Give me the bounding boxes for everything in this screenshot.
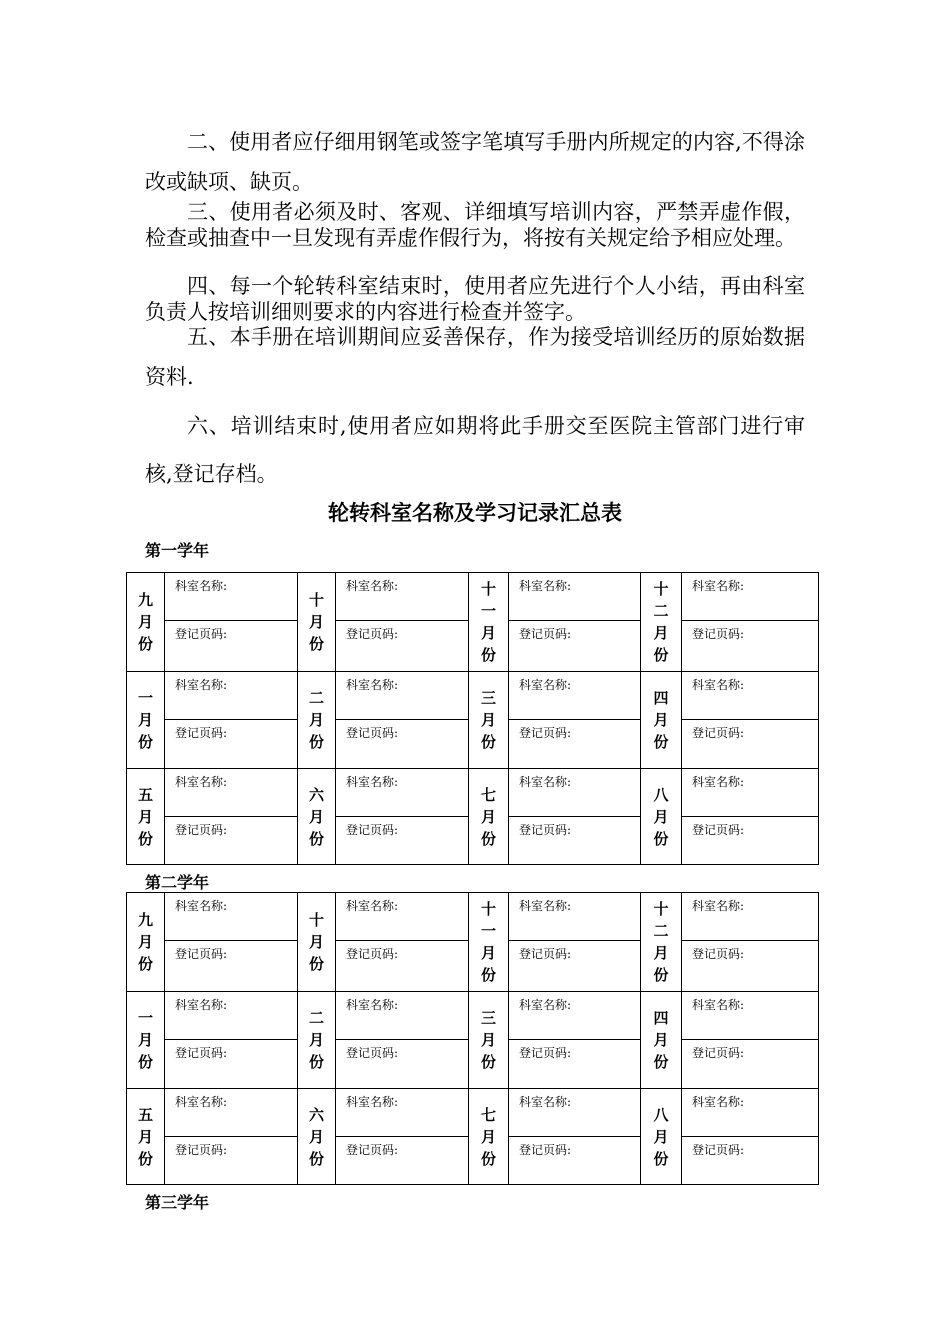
dept-name-field[interactable]: 科室名称:	[682, 992, 819, 1040]
dept-name-field[interactable]: 科室名称:	[165, 1089, 298, 1137]
page-number-field[interactable]: 登记页码:	[165, 720, 298, 769]
dept-name-field[interactable]: 科室名称:	[165, 893, 298, 941]
page-number-field[interactable]: 登记页码:	[509, 1137, 641, 1185]
dept-name-field[interactable]: 科室名称:	[509, 992, 641, 1040]
dept-name-field[interactable]: 科室名称:	[682, 769, 819, 817]
dept-name-field[interactable]: 科室名称:	[509, 769, 641, 817]
month-label: 六 月 份	[298, 1089, 336, 1185]
dept-name-field[interactable]: 科室名称:	[682, 672, 819, 720]
dept-name-field[interactable]: 科室名称:	[509, 573, 641, 621]
dept-name-field[interactable]: 科室名称:	[336, 893, 469, 941]
month-label: 三 月 份	[469, 672, 509, 769]
page-number-field[interactable]: 登记页码:	[682, 720, 819, 769]
dept-name-field[interactable]: 科室名称:	[165, 672, 298, 720]
dept-name-field[interactable]: 科室名称:	[682, 893, 819, 941]
page-number-field[interactable]: 登记页码:	[682, 1040, 819, 1089]
page-number-field[interactable]: 登记页码:	[165, 1137, 298, 1185]
page-number-field[interactable]: 登记页码:	[336, 817, 469, 865]
year-label-1: 第一学年	[145, 541, 210, 560]
month-label: 一 月 份	[127, 992, 165, 1089]
month-label: 八 月 份	[641, 1089, 682, 1185]
month-label: 十 月 份	[298, 893, 336, 992]
page-number-field[interactable]: 登记页码:	[509, 1040, 641, 1089]
page-number-field[interactable]: 登记页码:	[682, 1137, 819, 1185]
month-label: 五 月 份	[127, 1089, 165, 1185]
month-label: 十 一 月 份	[469, 893, 509, 992]
page-number-field[interactable]: 登记页码:	[336, 621, 469, 672]
dept-name-field[interactable]: 科室名称:	[336, 1089, 469, 1137]
year-label-2: 第二学年	[145, 873, 210, 892]
page-number-field[interactable]: 登记页码:	[336, 941, 469, 992]
dept-name-field[interactable]: 科室名称:	[165, 992, 298, 1040]
month-label: 六 月 份	[298, 769, 336, 865]
dept-name-field[interactable]: 科室名称:	[165, 573, 298, 621]
page-number-field[interactable]: 登记页码:	[509, 941, 641, 992]
year-label-3: 第三学年	[145, 1193, 210, 1212]
dept-name-field[interactable]: 科室名称:	[509, 1089, 641, 1137]
month-label: 四 月 份	[641, 672, 682, 769]
month-label: 一 月 份	[127, 672, 165, 769]
month-label: 十 二 月 份	[641, 893, 682, 992]
page-number-field[interactable]: 登记页码:	[165, 1040, 298, 1089]
month-label: 二 月 份	[298, 992, 336, 1089]
month-label: 十 一 月 份	[469, 573, 509, 672]
month-label: 二 月 份	[298, 672, 336, 769]
dept-name-field[interactable]: 科室名称:	[509, 893, 641, 941]
dept-name-field[interactable]: 科室名称:	[165, 769, 298, 817]
page-number-field[interactable]: 登记页码:	[336, 720, 469, 769]
page-number-field[interactable]: 登记页码:	[165, 817, 298, 865]
page-number-field[interactable]: 登记页码:	[336, 1040, 469, 1089]
page-number-field[interactable]: 登记页码:	[336, 1137, 469, 1185]
month-label: 三 月 份	[469, 992, 509, 1089]
month-label: 七 月 份	[469, 1089, 509, 1185]
month-label: 九 月 份	[127, 573, 165, 672]
month-label: 十 月 份	[298, 573, 336, 672]
page-number-field[interactable]: 登记页码:	[682, 941, 819, 992]
paragraph-3: 三、使用者必须及时、客观、详细填写培训内容，严禁弄虚作假，检查或抽查中一旦发现有弄虚作假行为，将按有关规定给予相应处理。	[145, 200, 805, 250]
dept-name-field[interactable]: 科室名称:	[336, 573, 469, 621]
page-number-field[interactable]: 登记页码:	[682, 817, 819, 865]
page-number-field[interactable]: 登记页码:	[682, 621, 819, 672]
month-label: 九 月 份	[127, 893, 165, 992]
paragraph-4: 四、每一个轮转科室结束时，使用者应先进行个人小结，再由科室负责人按培训细则要求的内容进行检查并签字。	[145, 274, 805, 324]
dept-name-field[interactable]: 科室名称:	[336, 672, 469, 720]
month-label: 八 月 份	[641, 769, 682, 865]
page-number-field[interactable]: 登记页码:	[509, 720, 641, 769]
dept-name-field[interactable]: 科室名称:	[682, 1089, 819, 1137]
dept-name-field[interactable]: 科室名称:	[509, 672, 641, 720]
month-label: 五 月 份	[127, 769, 165, 865]
paragraph-5: 五、本手册在培训期间应妥善保存，作为接受培训经历的原始数据资料.	[145, 325, 805, 389]
dept-name-field[interactable]: 科室名称:	[336, 769, 469, 817]
month-label: 十 二 月 份	[641, 573, 682, 672]
summary-table-title: 轮转科室名称及学习记录汇总表	[328, 500, 622, 525]
dept-name-field[interactable]: 科室名称:	[336, 992, 469, 1040]
year-2-table	[126, 892, 819, 1185]
month-label: 四 月 份	[641, 992, 682, 1089]
dept-name-field[interactable]: 科室名称:	[682, 573, 819, 621]
page-number-field[interactable]: 登记页码:	[165, 941, 298, 992]
paragraph-2: 二、使用者应仔细用钢笔或签字笔填写手册内所规定的内容,不得涂改或缺项、缺页。	[145, 130, 805, 194]
year-1-table	[126, 572, 819, 865]
page-number-field[interactable]: 登记页码:	[165, 621, 298, 672]
month-label: 七 月 份	[469, 769, 509, 865]
paragraph-6: 六、培训结束时,使用者应如期将此手册交至医院主管部门进行审核,登记存档。	[145, 414, 805, 486]
page-number-field[interactable]: 登记页码:	[509, 817, 641, 865]
page-number-field[interactable]: 登记页码:	[509, 621, 641, 672]
